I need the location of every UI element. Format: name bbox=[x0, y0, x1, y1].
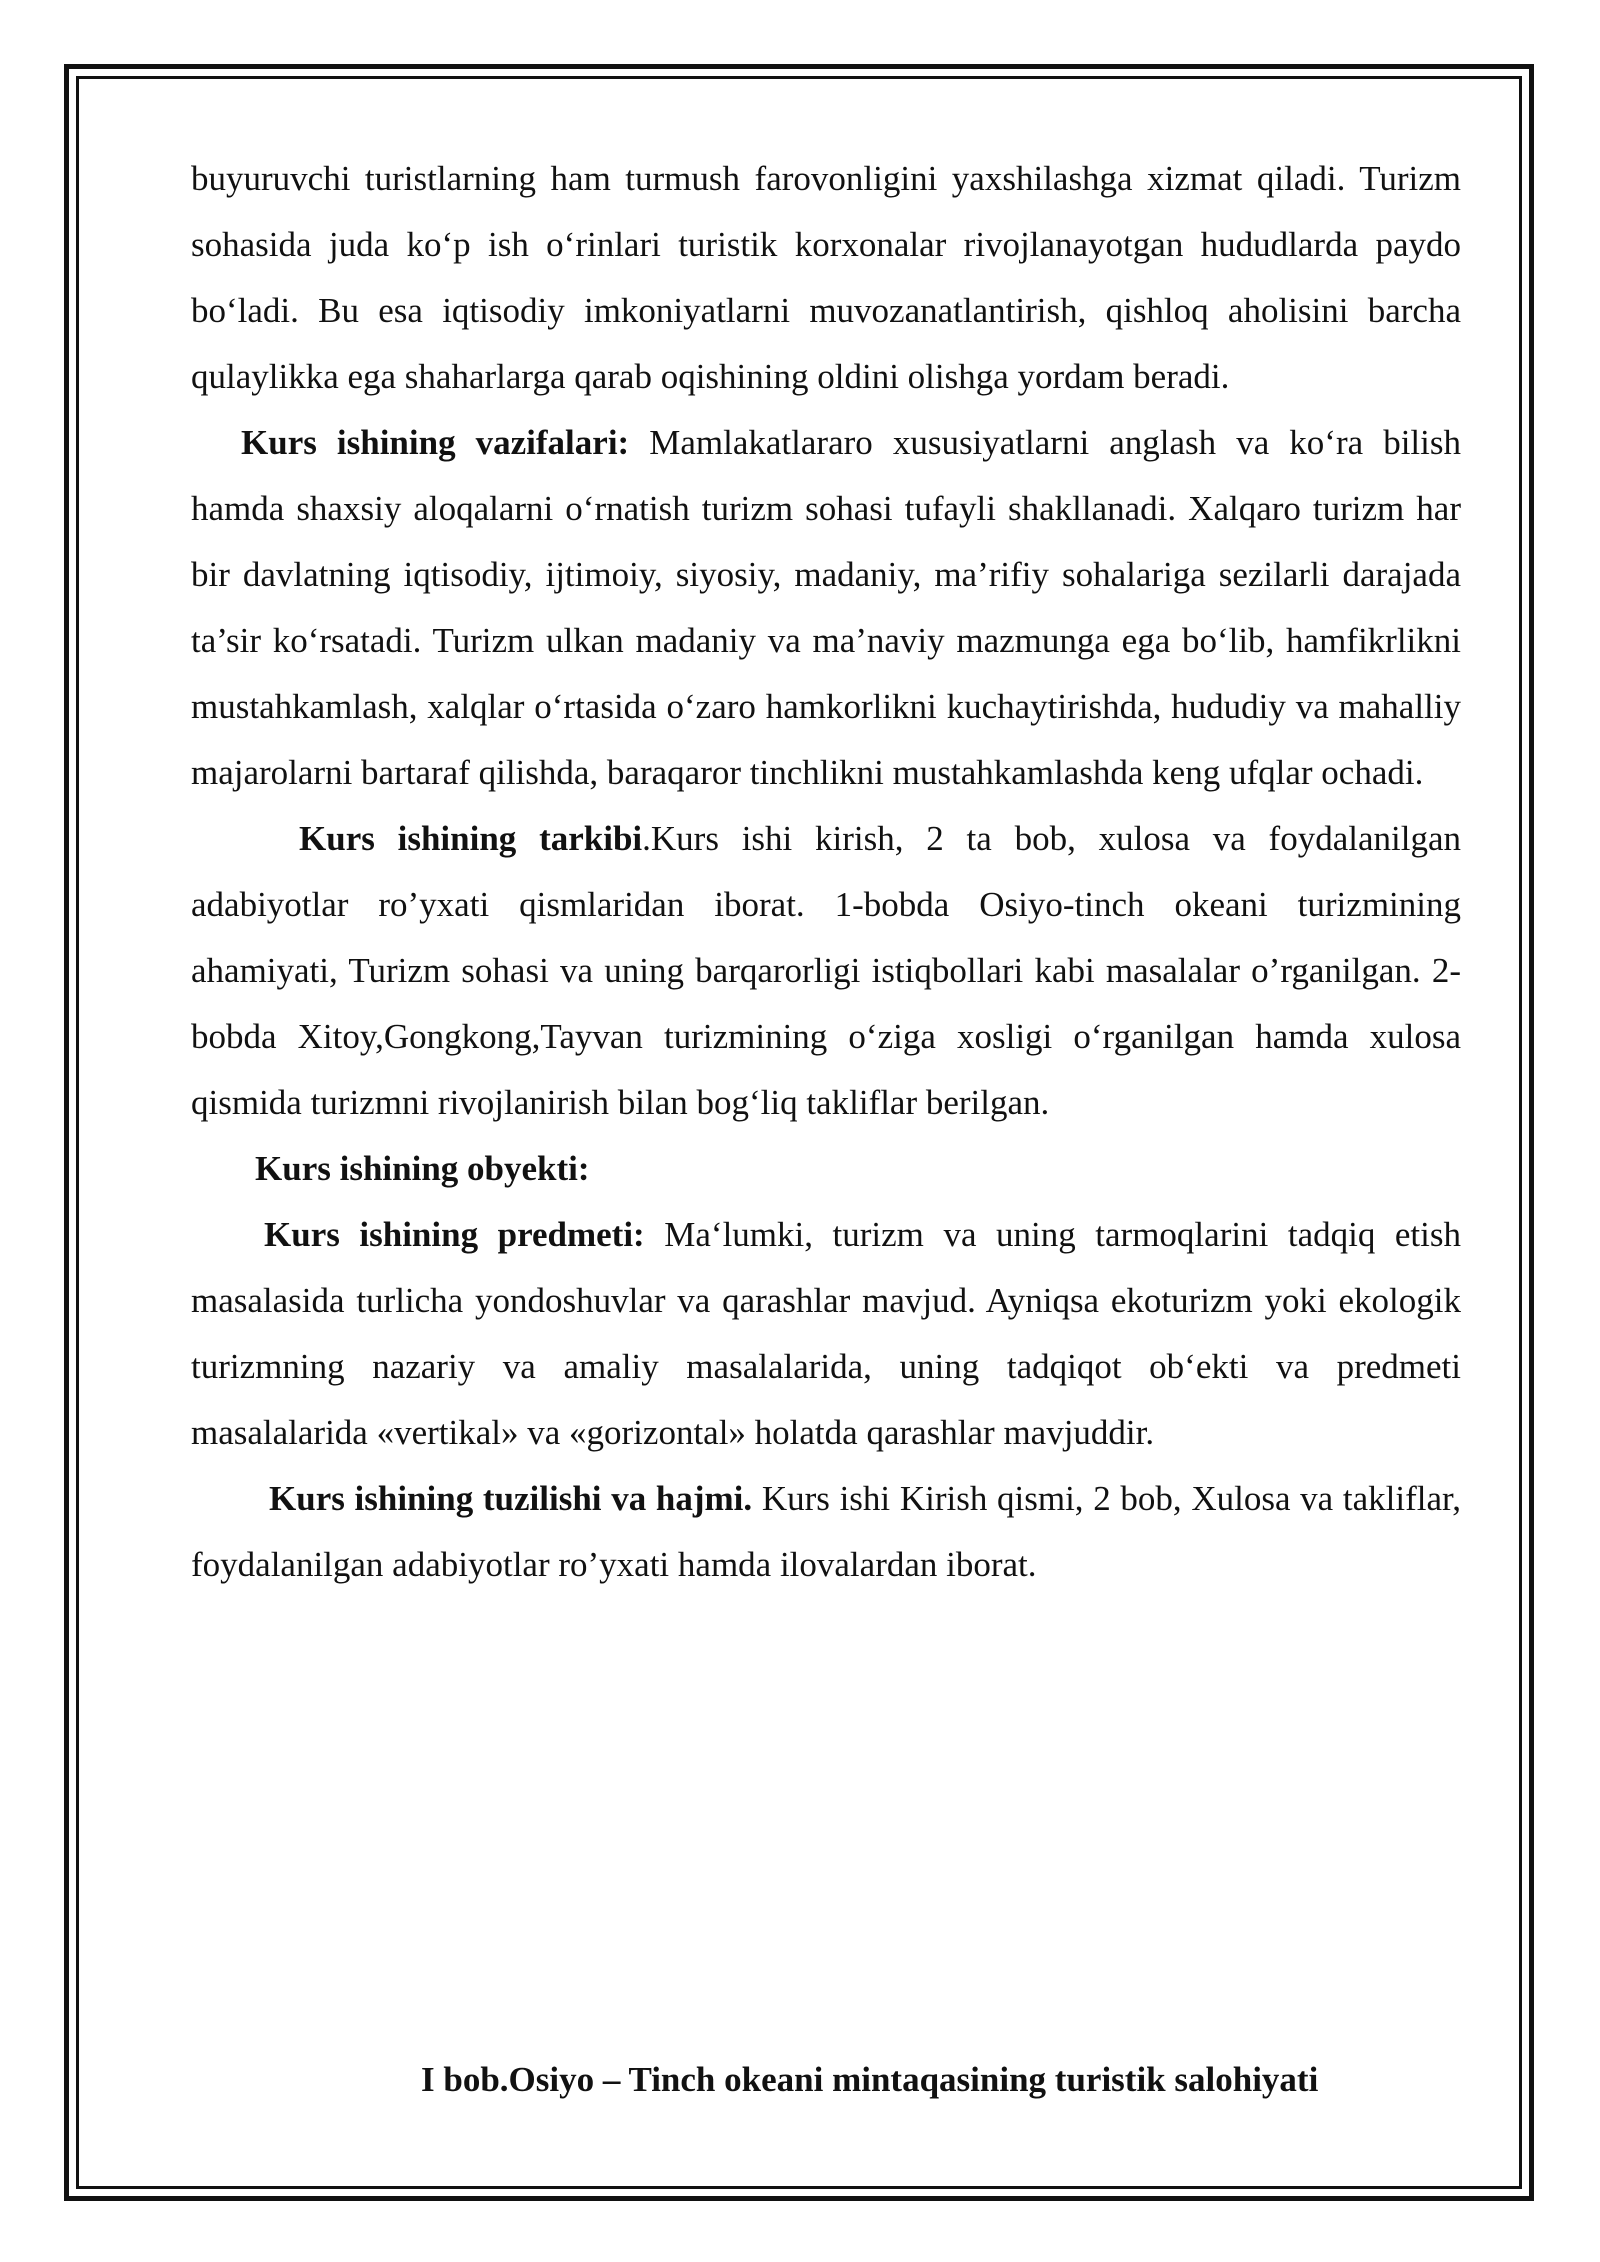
subject-text: Ma‘lumki, turizm va uning tarmoqlarini tadqiq etish masalasida turlicha yondoshuvlar va qarashlar mavjud. Ayniqsa ekoturizm yoki ekologik turizmning nazariy va amaliy masalalarida, uning tadqiqot ob‘ekti va predmeti masalalarida «vertikal» va «gorizontal» holatda qarashlar mavjuddir. bbox=[191, 1215, 1461, 1452]
composition-heading: Kurs ishining tuzilishi va hajmi. bbox=[269, 1479, 753, 1518]
object-heading: Kurs ishining obyekti: bbox=[255, 1149, 590, 1188]
structure-text: .Kurs ishi kirish, 2 ta bob, xulosa va foydalanilgan adabiyotlar ro’yxati qismlaridan iborat. 1-bobda Osiyo-tinch okeani turizmining ahamiyati, Turizm sohasi va uning barqarorligi istiqbollari kabi masalalar o’rganilgan. 2-bobda Xitoy,Gongkong,Tayvan turizmining o‘ziga xosligi o‘rganilgan hamda xulosa qismida turizmni rivojlanirish bilan bog‘liq takliflar berilgan. bbox=[191, 819, 1461, 1122]
continuation-paragraph: buyuruvchi turistlarning ham turmush farovonligini yaxshilashga xizmat qiladi. Turizm sohasida juda ko‘p ish o‘rinlari turistik korxonalar rivojlanayotgan hududlarda paydo bo‘ladi. Bu esa iqtisodiy imkoniyatlarni muvozanatlantirish, qishloq aholisini barcha qulaylikka ega shaharlarga qarab oqishining oldini olishga yordam beradi. bbox=[191, 159, 1461, 396]
object-paragraph bbox=[191, 1136, 1461, 1202]
tasks-paragraph bbox=[191, 410, 1461, 806]
structure-heading: Kurs ishining tarkibi bbox=[299, 819, 643, 858]
document-body bbox=[191, 146, 1461, 1598]
structure-paragraph bbox=[191, 806, 1461, 1136]
composition-text: Kurs ishi Kirish qismi, 2 bob, Xulosa va takliflar, foydalanilgan adabiyotlar ro’yxati hamda ilovalardan iborat. bbox=[191, 1479, 1462, 1584]
composition-paragraph bbox=[191, 1466, 1461, 1598]
subject-heading: Kurs ishining predmeti: bbox=[264, 1215, 645, 1254]
subject-paragraph bbox=[191, 1202, 1461, 1466]
tasks-heading: Kurs ishining vazifalari: bbox=[241, 423, 630, 462]
tasks-text: Mamlakatlararo xususiyatlarni anglash va ko‘ra bilish hamda shaxsiy aloqalarni o‘rnatish turizm sohasi tufayli shakllanadi. Xalqaro turizm har bir davlatning iqtisodiy, ijtimoiy, siyosiy, madaniy, ma’rifiy sohalariga sezilarli darajada ta’sir ko‘rsatadi. Turizm ulkan madaniy va ma’naviy mazmunga ega bo‘lib, hamfikrlikni mustahkamlash, xalqlar o‘rtasida o‘zaro hamkorlikni kuchaytirishda, hududiy va mahalliy majarolarni bartaraf qilishda, baraqaror tinchlikni mustahkamlashda keng ufqlar ochadi. bbox=[191, 423, 1461, 792]
chapter-title: I bob.Osiyo – Tinch okeani mintaqasining turistik salohiyati bbox=[421, 2060, 1319, 2099]
